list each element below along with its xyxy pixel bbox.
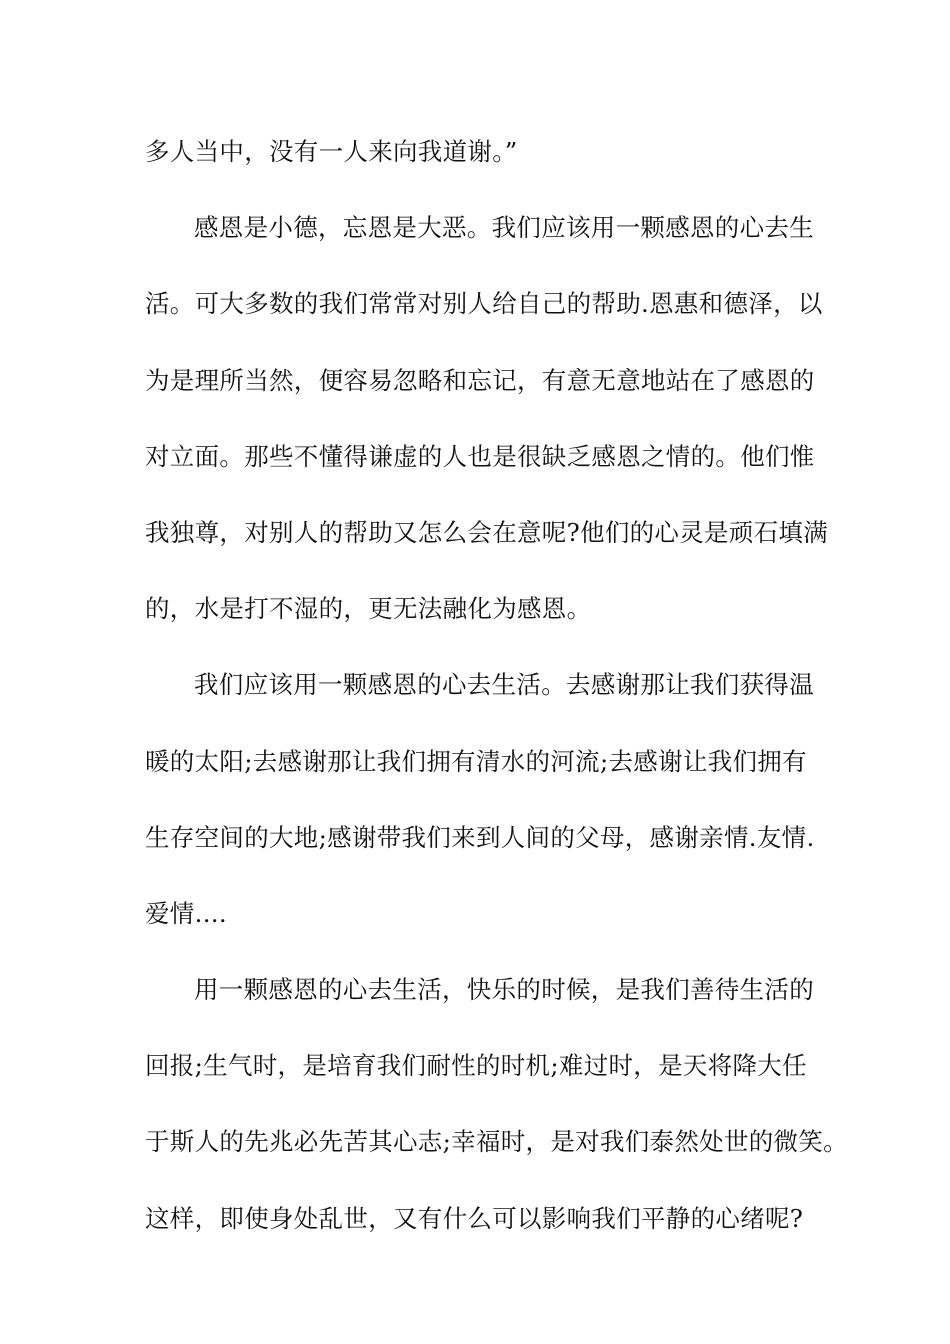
text-line: 暖的太阳;去感谢那让我们拥有清水的河流;去感谢让我们拥有 xyxy=(145,746,807,776)
text-line: 爱情.... xyxy=(145,898,227,928)
text-line: 活。可大多数的我们常常对别人给自己的帮助.恩惠和德泽，以 xyxy=(145,289,823,319)
text-line: 对立面。那些不懂得谦虚的人也是很缺乏感恩之情的。他们惟 xyxy=(145,441,815,471)
text-line: 生存空间的大地;感谢带我们来到人间的父母，感谢亲情.友情. xyxy=(145,822,815,852)
text-line: 的，水是打不湿的，更无法融化为感恩。 xyxy=(145,594,592,624)
text-line: 我独尊，对别人的帮助又怎么会在意呢?他们的心灵是顽石填满 xyxy=(145,517,829,547)
paragraph-first-line: 用一颗感恩的心去生活，快乐的时候，是我们善待生活的 xyxy=(194,975,814,1005)
text-line: 回报;生气时，是培育我们耐性的时机;难过时，是天将降大任 xyxy=(145,1051,807,1081)
text-line: 这样，即使身处乱世，又有什么可以影响我们平静的心绪呢? xyxy=(145,1203,804,1233)
paragraph-first-line: 感恩是小德，忘恩是大恶。我们应该用一颗感恩的心去生 xyxy=(194,213,814,243)
text-line: 多人当中，没有一人来向我道谢。” xyxy=(145,137,518,166)
text-line: 为是理所当然，便容易忽略和忘记，有意无意地站在了感恩的 xyxy=(145,365,815,395)
text-line: 于斯人的先兆必先苦其心志;幸福时，是对我们泰然处世的微笑。 xyxy=(145,1127,848,1157)
paragraph-first-line: 我们应该用一颗感恩的心去生活。去感谢那让我们获得温 xyxy=(194,670,814,700)
document-body xyxy=(145,127,848,1270)
